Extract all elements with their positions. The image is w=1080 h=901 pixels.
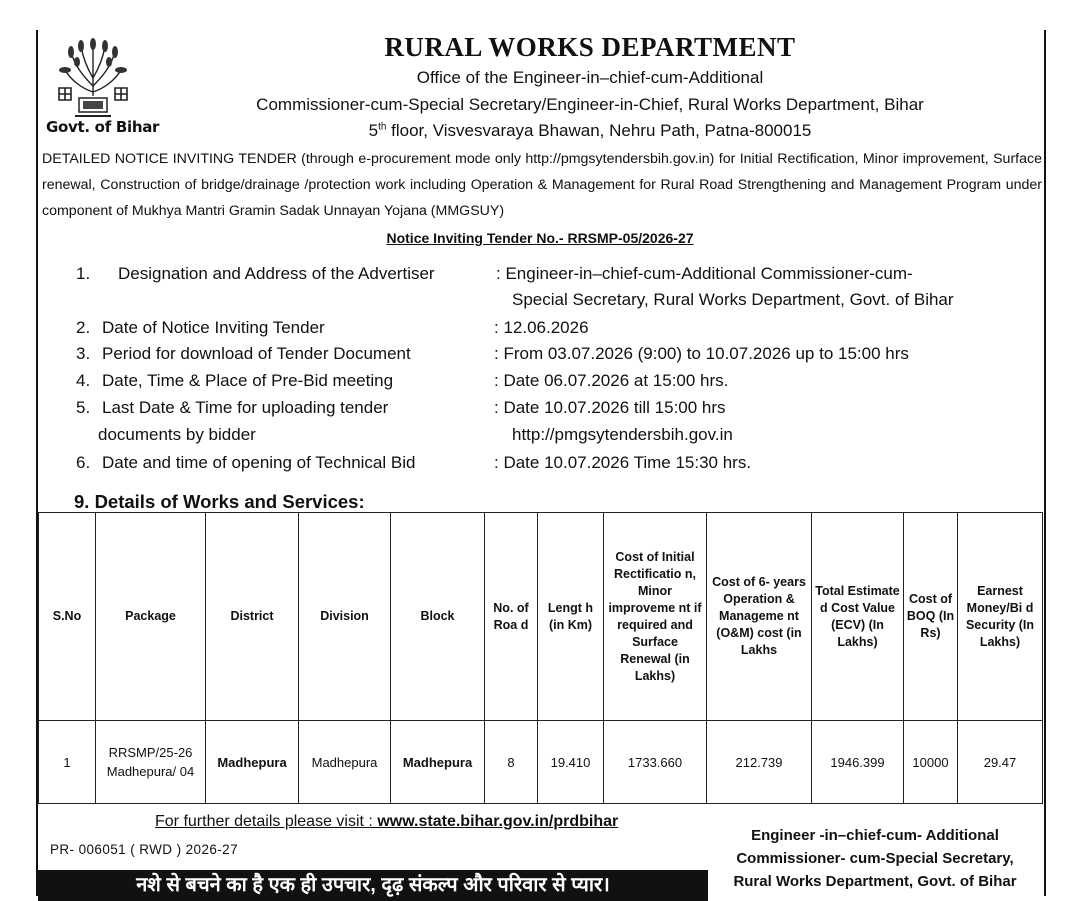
signatory-block: Engineer -in–chief-cum- Additional Commissioner- cum-Special Secretary, Rural Works Department, Govt. of Bihar	[733, 827, 1017, 890]
table-cell: 19.410	[538, 721, 604, 804]
section-9-heading: 9. Details of Works and Services:	[74, 491, 365, 512]
table-cell: 1946.399	[812, 721, 904, 804]
bihar-emblem-icon	[45, 36, 141, 130]
table-header-cell: S.No	[39, 513, 96, 721]
table-row	[39, 721, 1043, 804]
table-cell: Madhepura	[299, 721, 391, 804]
office-address: 5th floor, Visvesvaraya Bhawan, Nehru Path, Patna-800015	[368, 121, 812, 140]
website-link[interactable]: www.state.bihar.gov.in/prdbihar	[377, 813, 619, 830]
table-header-cell: Cost of 6- years Operation & Manageme nt (O&M) cost (in Lakhs	[707, 513, 812, 721]
hindi-slogan-banner: नशे से बचने का है एक ही उपचार, दृढ़ संकल्प और परिवार से प्यार।	[38, 870, 708, 901]
office-line-1: Office of the Engineer-in–chief-cum-Additional	[416, 68, 764, 87]
works-table	[38, 512, 1043, 804]
table-header-cell: District	[206, 513, 299, 721]
govt-of-bihar-label: Govt. of Bihar	[46, 118, 160, 136]
table-cell: 10000	[904, 721, 958, 804]
table-header-cell: Earnest Money/Bi d Security (In Lakhs)	[958, 513, 1043, 721]
table-header-row	[39, 513, 1043, 721]
table-cell: 212.739	[707, 721, 812, 804]
further-details: For further details please visit : www.state.bihar.gov.in/prdbihar	[155, 813, 619, 830]
table-header-cell: Cost of BOQ (In Rs)	[904, 513, 958, 721]
table-header-cell: Block	[391, 513, 485, 721]
nit-number: Notice Inviting Tender No.- RRSMP-05/2026-27	[386, 230, 694, 246]
notice-description: DETAILED NOTICE INVITING TENDER (through e-procurement mode only http://pmgsytendersbih.gov.in) for Initial Rectification, Minor improvement, Surface renewal, Construction of bridge/drainage /protection work including Operation & Management for Rural Road Strengthening and Management Program under component of Mukhya Mantri Gramin Sadak Unnayan Yojana (MMGSUY)	[42, 151, 1042, 219]
table-header-cell: Package	[96, 513, 206, 721]
table-header-cell: No. of Roa d	[485, 513, 538, 721]
table-header-cell: Total Estimate d Cost Value (ECV) (In Lakhs)	[812, 513, 904, 721]
table-header-cell: Division	[299, 513, 391, 721]
table-cell: Madhepura	[206, 721, 299, 804]
table-header-cell: Lengt h (in Km)	[538, 513, 604, 721]
pr-number: PR- 006051 ( RWD ) 2026-27	[50, 842, 238, 857]
table-cell: RRSMP/25-26 Madhepura/ 04	[96, 721, 206, 804]
table-cell: 1	[39, 721, 96, 804]
table-cell: 1733.660	[604, 721, 707, 804]
office-line-2: Commissioner-cum-Special Secretary/Engineer-in-Chief, Rural Works Department, Bihar	[256, 95, 924, 114]
table-header-cell: Cost of Initial Rectificatio n, Minor improveme nt if required and Surface Renewal (in Lakhs)	[604, 513, 707, 721]
department-title: RURAL WORKS DEPARTMENT	[384, 32, 796, 62]
table-cell: 29.47	[958, 721, 1043, 804]
table-cell: Madhepura	[391, 721, 485, 804]
table-cell: 8	[485, 721, 538, 804]
